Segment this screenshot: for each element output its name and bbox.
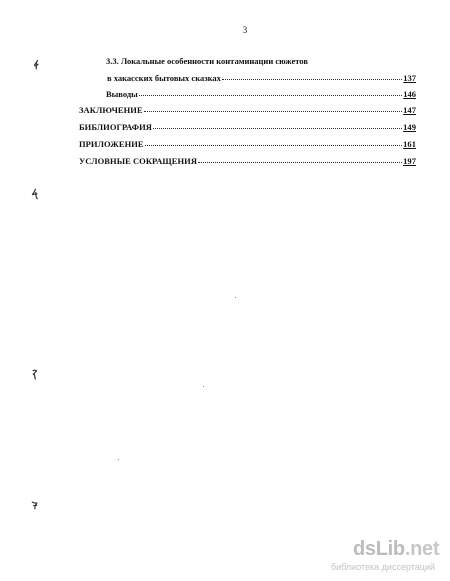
handwritten-margin-mark-icon <box>30 368 40 382</box>
dslib-watermark <box>330 538 440 573</box>
scan-speck <box>235 297 236 298</box>
handwritten-margin-mark-icon <box>30 499 40 513</box>
toc-row-appendix <box>79 138 416 151</box>
toc-heading-text: 3.3. Локальные особенности контаминации сюжетов <box>106 56 308 66</box>
page-number: 3 <box>242 25 248 35</box>
toc-leader-dots <box>222 71 402 80</box>
toc-label-bibliography: БИБЛИОГРАФИЯ <box>79 122 152 132</box>
scan-speck <box>203 386 204 387</box>
toc-leader-dots <box>145 137 402 146</box>
scan-speck <box>118 459 119 460</box>
toc-row-bibliography <box>79 121 416 134</box>
toc-row-hakas-tales <box>107 72 416 85</box>
dslib-logo <box>353 538 439 560</box>
toc-label-appendix: ПРИЛОЖЕНИЕ <box>79 139 144 149</box>
dslib-logo-domain: .net <box>404 538 440 560</box>
toc-page-number: 197 <box>403 156 416 166</box>
toc-leader-dots <box>139 87 402 96</box>
table-of-contents <box>79 0 416 180</box>
toc-label-hakas-tales: в хакасских бытовых сказках <box>107 73 221 83</box>
toc-page-number: 147 <box>403 105 416 115</box>
toc-page-number: 146 <box>403 89 416 99</box>
toc-row-conclusions <box>106 88 416 101</box>
toc-row-abbreviations <box>79 155 416 168</box>
toc-heading-line <box>106 56 369 69</box>
toc-leader-dots <box>144 103 402 112</box>
toc-row-conclusion <box>79 104 416 117</box>
toc-label-conclusion: ЗАКЛЮЧЕНИЕ <box>79 105 143 115</box>
toc-label-abbreviations: УСЛОВНЫЕ СОКРАЩЕНИЯ <box>79 156 198 166</box>
dslib-logo-main: dsLib <box>353 538 405 560</box>
dslib-subtitle: библиотека диссертаций <box>330 562 435 572</box>
toc-page-number: 161 <box>403 139 416 149</box>
toc-page-number: 149 <box>403 122 416 132</box>
toc-leader-dots <box>153 120 402 129</box>
toc-leader-dots <box>198 154 402 163</box>
handwritten-margin-mark-icon <box>30 188 40 202</box>
toc-page-number: 137 <box>403 73 416 83</box>
toc-label-conclusions: Выводы <box>106 89 138 99</box>
handwritten-margin-mark-icon <box>31 58 41 72</box>
